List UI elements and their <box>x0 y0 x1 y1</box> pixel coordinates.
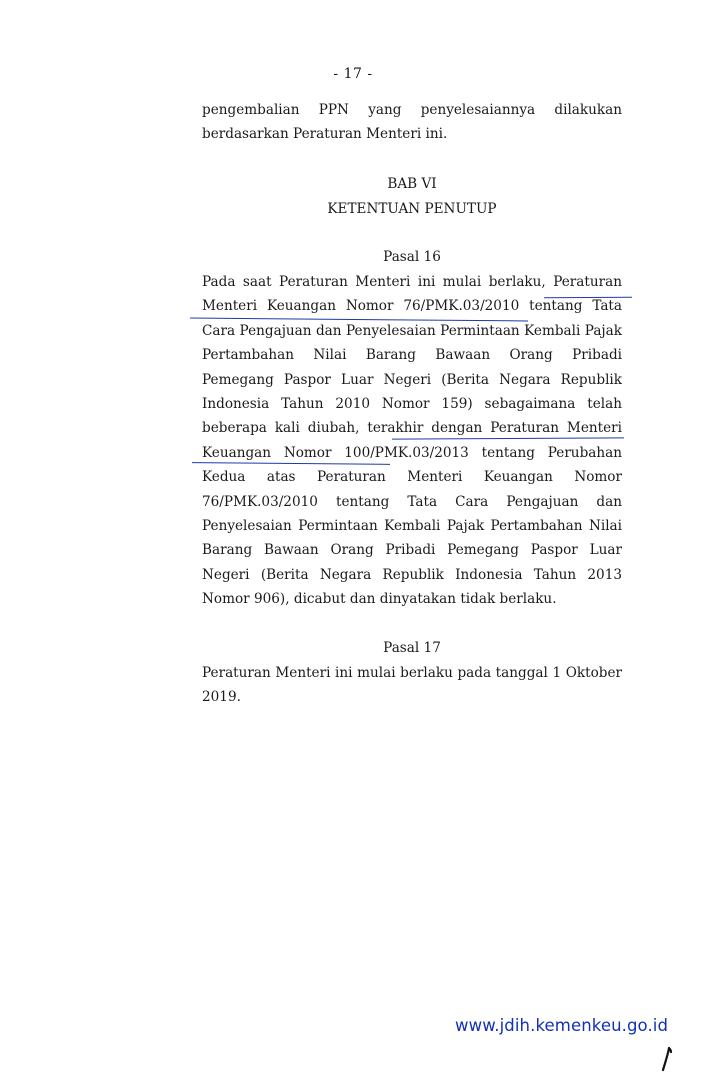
chapter-number: BAB VI <box>387 176 437 192</box>
article-17-text: Peraturan Menteri ini mulai berlaku pada tanggal 1 Oktober 2019. <box>202 665 622 706</box>
article-17-heading: Pasal 17 <box>383 640 441 656</box>
article-16-body <box>202 270 622 612</box>
chapter-title: KETENTUAN PENUTUP <box>327 201 497 217</box>
page-number: - 17 - <box>333 66 373 82</box>
article-16-part1: Pada saat Peraturan Menteri ini mulai berlaku, <box>202 274 546 290</box>
article-16-ref2: Peraturan Menteri Keuangan Nomor 100/PMK.03/2013 <box>202 420 623 461</box>
intro-paragraph <box>202 98 622 147</box>
article-16-part3: tentang Perubahan Kedua atas Peraturan Menteri Keuangan Nomor 76/PMK.03/2010 tentang Tata Cara Pengajuan dan Penyelesaian Permintaan Kembali Pajak Pertambahan Nilai Barang Bawaan Orang Pribadi Pemegang Paspor Luar Negeri (Berita Negara Republik Indonesia Tahun 2013 Nomor 906), dicabut dan dinyatakan tidak berlaku. <box>202 444 622 608</box>
article-16-ref1: Peraturan Menteri Keuangan Nomor 76/PMK.03/2010 <box>202 274 622 315</box>
paraf-mark-icon <box>660 1046 674 1072</box>
footer-url[interactable]: www.jdih.kemenkeu.go.id <box>455 1016 669 1035</box>
article-16-heading: Pasal 16 <box>383 249 441 265</box>
article-17-body <box>202 661 622 710</box>
intro-text: pengembalian PPN yang penyelesaiannya dilakukan berdasarkan Peraturan Menteri ini. <box>202 102 622 143</box>
article-16-part2: tentang Tata Cara Pengajuan dan Penyelesaian Permintaan Kembali Pajak Pertambahan Nilai Barang Bawaan Orang Pribadi Pemegang Paspor Luar Negeri (Berita Negara Republik Indonesia Tahun 2010 Nomor 159) sebagaimana telah beberapa kali diubah, terakhir dengan <box>202 298 623 437</box>
